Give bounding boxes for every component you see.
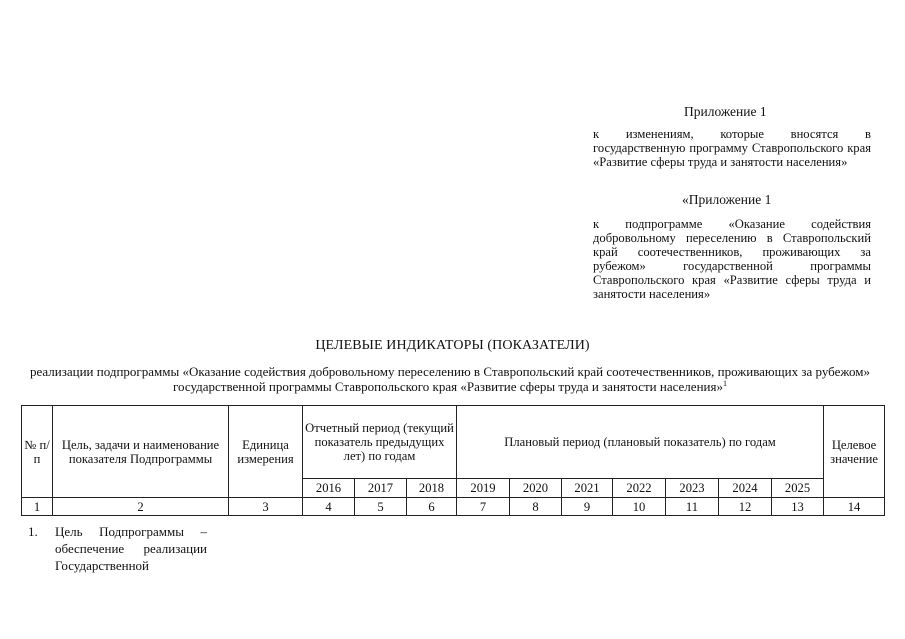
column-number-cell: 12 xyxy=(719,498,772,516)
column-number-cell: 2 xyxy=(53,498,229,516)
column-number-cell: 14 xyxy=(824,498,885,516)
indicators-table xyxy=(21,405,885,516)
year-cell: 2023 xyxy=(666,479,719,498)
year-cell: 2024 xyxy=(719,479,772,498)
column-number-cell: 13 xyxy=(772,498,824,516)
column-number-cell: 10 xyxy=(613,498,666,516)
document-subtitle-text: реализации подпрограммы «Оказание содействия добровольному переселению в Ставропольский край соотечественников, проживающих за рубежом» государственной программы Ставропольского края «Развитие сферы труда и занятости населения» xyxy=(29,364,871,394)
year-cell: 2018 xyxy=(407,479,457,498)
header-number: № п/п xyxy=(22,406,53,498)
appendix-text: к изменениям, которые вносятся в государственную программу Ставропольского края «Развитие сферы труда и занятости населения» xyxy=(593,127,871,169)
column-number-cell: 1 xyxy=(22,498,53,516)
header-reporting-period: Отчетный период (текущий показатель предыдущих лет) по годам xyxy=(303,406,457,479)
column-number-cell: 4 xyxy=(303,498,355,516)
year-cell: 2020 xyxy=(510,479,562,498)
column-number-cell: 3 xyxy=(229,498,303,516)
column-number-cell: 5 xyxy=(355,498,407,516)
document-subtitle xyxy=(22,364,878,394)
year-cell: 2016 xyxy=(303,479,355,498)
column-number-cell: 11 xyxy=(666,498,719,516)
header-planned-period: Плановый период (плановый показатель) по годам xyxy=(457,406,824,479)
header-target-value: Целевое значение xyxy=(824,406,885,498)
footnote-mark: 1 xyxy=(722,379,727,388)
year-cell: 2022 xyxy=(613,479,666,498)
column-number-cell: 9 xyxy=(562,498,613,516)
year-cell: 2019 xyxy=(457,479,510,498)
year-cell: 2025 xyxy=(772,479,824,498)
header-unit: Единица измерения xyxy=(229,406,303,498)
appendix-subprogram-title: «Приложение 1 xyxy=(682,192,772,207)
year-cell: 2021 xyxy=(562,479,613,498)
document-title: ЦЕЛЕВЫЕ ИНДИКАТОРЫ (ПОКАЗАТЕЛИ) xyxy=(315,338,590,353)
column-number-cell: 8 xyxy=(510,498,562,516)
year-cell: 2017 xyxy=(355,479,407,498)
item-number: 1. xyxy=(28,524,38,539)
header-name: Цель, задачи и наименование показателя Подпрограммы xyxy=(53,406,229,498)
item-text: Цель Подпрограммы – обеспечение реализации Государственной xyxy=(55,524,207,573)
appendix-title: Приложение 1 xyxy=(684,104,767,119)
column-number-cell: 6 xyxy=(407,498,457,516)
appendix-subprogram-text: к подпрограмме «Оказание содействия добровольному переселению в Ставропольский край соотечественников, проживающих за рубежом» государственной программы Ставропольского края «Развитие сферы труда и занятости населения» xyxy=(593,217,871,301)
column-number-cell: 7 xyxy=(457,498,510,516)
